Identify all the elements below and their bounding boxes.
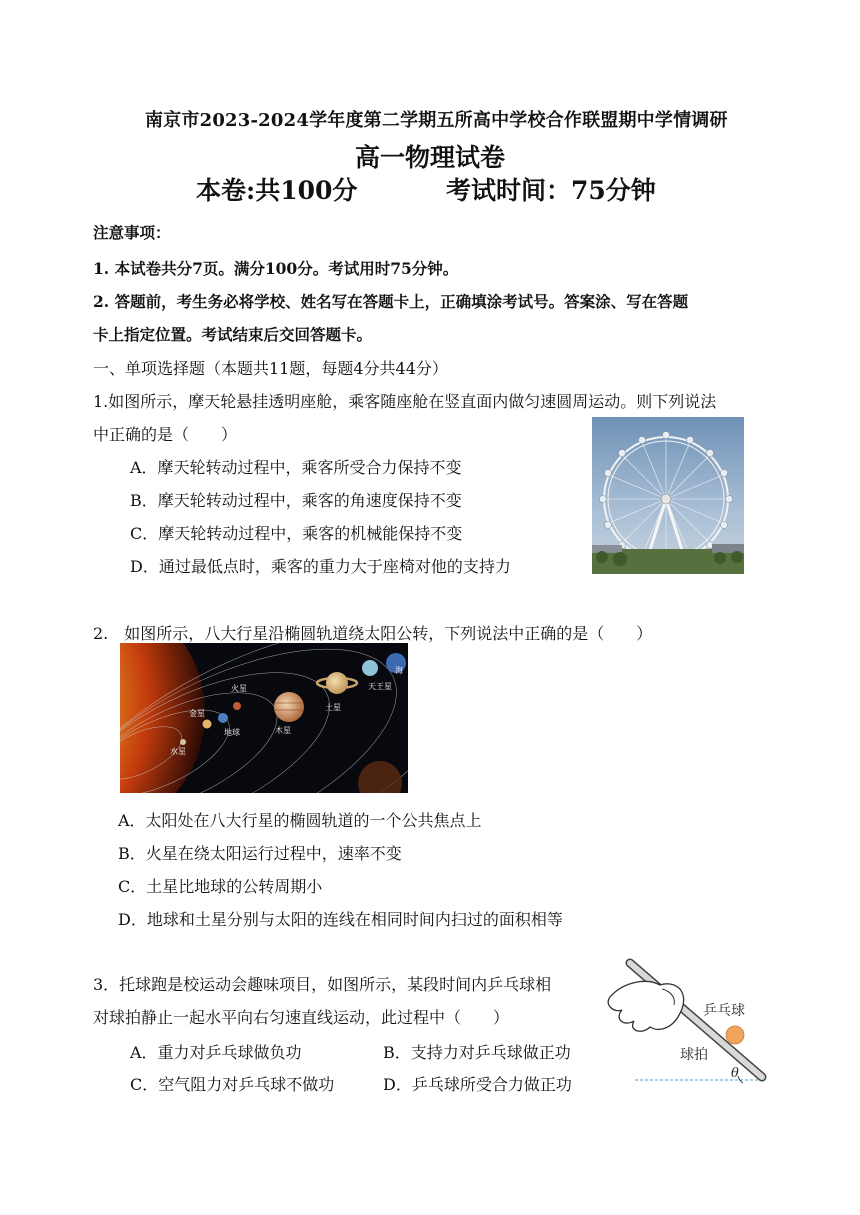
q1-option-c: C．摩天轮转动过程中，乘客的机械能保持不变 [130, 524, 463, 543]
paddle-figure [600, 955, 780, 1090]
q2-option-c: C．土星比地球的公转周期小 [118, 877, 323, 896]
notes-heading: 注意事项： [93, 223, 171, 242]
q3-stem-line-2: 对球拍静止一起水平向右匀速直线运动，此过程中（ ） [93, 1008, 510, 1027]
notes-item-1: 1. 本试卷共分7页。满分100分。考试用时75分钟。 [93, 259, 459, 278]
label-neptune: 海 [395, 666, 403, 675]
q1-stem-line-2: 中正确的是（ ） [93, 425, 238, 444]
label-earth: 地球 [224, 728, 240, 737]
label-jupiter: 木星 [275, 726, 291, 735]
q3-option-c: C．空气阻力对乒乓球不做功 [130, 1075, 335, 1094]
label-mars: 火星 [231, 684, 247, 693]
label-venus: 金星 [189, 709, 205, 718]
q1-stem-line-1: 1.如图所示，摩天轮悬挂透明座舱，乘客随座舱在竖直面内做匀速圆周运动。则下列说法 [93, 392, 717, 411]
score-info: 本卷:共100分 [196, 176, 358, 205]
notes-item-2-line-1: 2. 答题前，考生务必将学校、姓名写在答题卡上，正确填涂考试号。答案涂、写在答题 [93, 292, 689, 311]
time-info: 考试时间：75分钟 [446, 176, 656, 205]
q3-option-b: B．支持力对乒乓球做正功 [383, 1043, 571, 1062]
section-heading: 一、单项选择题（本题共11题，每题4分共44分） [93, 359, 448, 378]
q3-option-d: D．乒乓球所受合力做正功 [383, 1075, 572, 1094]
q3-stem-line-1: 3．托球跑是校运动会趣味项目，如图所示，某段时间内乒乓球相 [93, 975, 552, 994]
exam-subtitle: 南京市2023-2024学年度第二学期五所高中学校合作联盟期中学情调研 [145, 110, 728, 131]
ferris-wheel-image [592, 417, 744, 574]
q1-option-a: A．摩天轮转动过程中，乘客所受合力保持不变 [130, 458, 462, 477]
q3-option-a: A．重力对乒乓球做负功 [130, 1043, 302, 1062]
q1-option-d: D．通过最低点时，乘客的重力大于座椅对他的支持力 [130, 557, 511, 576]
q2-option-d: D．地球和土星分别与太阳的连线在相同时间内扫过的面积相等 [118, 910, 563, 929]
label-ball: 乒乓球 [703, 1003, 745, 1019]
notes-item-2-line-2: 卡上指定位置。考试结束后交回答题卡。 [93, 325, 373, 344]
label-angle: θ [731, 1066, 739, 1081]
q2-option-b: B．火星在绕太阳运行过程中，速率不变 [118, 844, 402, 863]
solar-system-image [120, 643, 408, 793]
label-paddle: 球拍 [680, 1047, 708, 1063]
label-mercury: 水星 [170, 747, 186, 756]
q1-option-b: B．摩天轮转动过程中，乘客的角速度保持不变 [130, 491, 462, 510]
label-saturn: 土星 [325, 703, 341, 712]
exam-title: 高一物理试卷 [354, 143, 505, 172]
q2-stem: 2. 如图所示，八大行星沿椭圆轨道绕太阳公转，下列说法中正确的是（ ） [93, 624, 653, 643]
label-uranus: 天王星 [368, 682, 392, 691]
q2-option-a: A．太阳处在八大行星的椭圆轨道的一个公共焦点上 [118, 811, 482, 830]
